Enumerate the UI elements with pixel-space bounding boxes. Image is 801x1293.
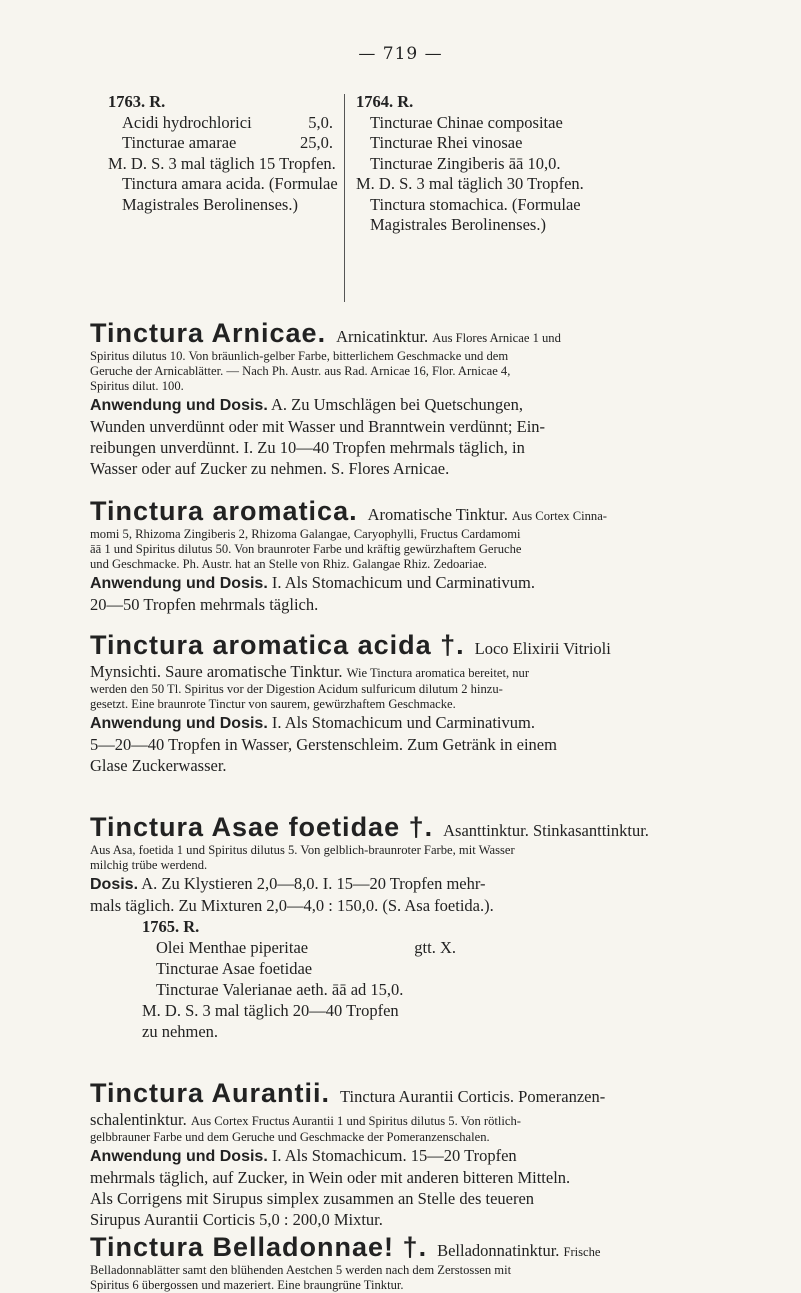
entry-belladonnae: Tinctura Belladonnae! †. Belladonnatinktur. Frische Belladonnablätter samt den blühenden Aestchen 5 werden nach dem Zerstossen mit Spiritus 6 übergossen und mazeriert. Eine braungrüne Tinktur.	[90, 1232, 601, 1292]
recipe-line: Tinctura amara acida. (Formulae	[122, 174, 338, 193]
entry-arnicae: Tinctura Arnicae. Arnicatinktur. Aus Flores Arnicae 1 und Spiritus dilutus 10. Von bräunlich-gelber Farbe, bitterlichem Geschmacke und dem Geruche der Arnicablätter. — Nach Ph. Austr. aus Rad. Arnicae 16, Flor. Arnicae 4, Spiritus dilut. 100. Anwendung und Dosis. A. Zu Umschlägen bei Quetschungen, Wunden unverdünnt oder mit Wasser und Branntwein verdünnt; Ein- reibungen unverdünnt. I. Zu 10—40 Tropfen mehrmals täglich, in Wasser oder auf Zucker zu nehmen. S. Flores Arnicae.	[90, 318, 561, 478]
section-heading: Anwendung und Dosis.	[90, 1148, 268, 1165]
recipe-line: Tincturae Chinae compositae	[370, 112, 563, 132]
recipe-line: Magistrales Berolinenses.)	[370, 215, 546, 234]
section-heading: Anwendung und Dosis.	[90, 397, 268, 414]
recipe-line: M. D. S. 3 mal täglich 20—40 Tropfen	[142, 1001, 399, 1020]
column-divider	[344, 94, 345, 302]
recipe-1765	[142, 916, 710, 1042]
recipe-line: zu nehmen.	[142, 1022, 219, 1041]
recipe-number: 1764. R.	[356, 92, 414, 111]
recipe-1764	[348, 92, 674, 236]
entry-aromatica-acida: Tinctura aromatica acida †. Loco Elixirii Vitrioli Mynsichti. Saure aromatische Tinktur. Wie Tinctura aromatica bereitet, nur werden den 50 Tl. Spiritus vor der Digestion Acidum sulfuricum dilutum 2 hinzu- gesetzt. Eine braunrote Tinctur von saurem, gewürzhaftem Geschmacke. Anwendung und Dosis. I. Als Stomachicum und Carminativum. 5—20—40 Tropfen in Wasser, Gerstenschleim. Zum Getränk in einem Glase Zuckerwasser.	[90, 630, 611, 775]
entry-title: Tinctura Arnicae.	[90, 318, 327, 348]
ingredient-row: Acidi hydrochlorici 5,0.	[122, 112, 333, 132]
page-number: — 719 —	[358, 44, 443, 64]
recipe-line: Tinctura stomachica. (Formulae	[370, 194, 581, 214]
ingredient-row: Tincturae amarae 25,0.	[122, 133, 333, 152]
recipe-number: 1765. R.	[142, 917, 200, 936]
entry-title: Tinctura Asae foetidae †.	[90, 812, 434, 842]
entry-title: Tinctura Aurantii.	[90, 1078, 331, 1108]
entry-title: Tinctura aromatica.	[90, 496, 358, 526]
ingredient-row: Tincturae Asae foetidae	[156, 959, 313, 978]
recipe-1763	[108, 92, 338, 215]
ingredient-row: Olei Menthae piperitae gtt. X.	[156, 938, 456, 957]
ingredient-row: Tincturae Valerianae aeth. āā ad 15,0.	[156, 980, 404, 999]
entry-asae-foetidae: Tinctura Asae foetidae †. Asanttinktur. Stinkasanttinktur. Aus Asa, foetida 1 und Spiritus dilutus 5. Von gelblich-braunroter Farbe, mit Wasser milchig trübe werdend. Dosis. A. Zu Klystieren 2,0—8,0. I. 15—20 Tropfen mehr- mals täglich. Zu Mixturen 2,0—4,0 : 150,0. (S. Asa foetida.). 1765. R. Olei Menthae piperitae gtt. X. Tincturae Asae foetidae Tincturae Valerianae aeth. āā ad 15,0. M. D. S. 3 mal täglich 20—40 Tropfen zu nehmen.	[90, 812, 710, 1042]
recipe-line: Magistrales Berolinenses.)	[122, 194, 298, 214]
recipe-line: M. D. S. 3 mal täglich 30 Tropfen.	[356, 174, 584, 193]
recipe-line: Tincturae Rhei vinosae	[370, 133, 523, 152]
section-heading: Dosis.	[90, 876, 139, 893]
entry-aromatica: Tinctura aromatica. Aromatische Tinktur. Aus Cortex Cinna- momi 5, Rhizoma Zingiberis 2, Rhizoma Galangae, Caryophylli, Fructus Cardamomi āā 1 und Spiritus dilutus 50. Von braunroter Farbe und kräftig gewürzhaftem Geruche und Geschmacke. Ph. Austr. hat an Stelle von Rhiz. Galangae Rhiz. Zedoariae. Anwendung und Dosis. I. Als Stomachicum und Carminativum. 20—50 Tropfen mehrmals täglich.	[90, 496, 608, 614]
section-heading: Anwendung und Dosis.	[90, 715, 268, 732]
entry-title: Tinctura Belladonnae! †.	[90, 1232, 428, 1262]
entry-title: Tinctura aromatica acida †.	[90, 630, 465, 660]
recipe-line: Tincturae Zingiberis āā 10,0.	[370, 153, 561, 173]
entry-aurantii: Tinctura Aurantii. Tinctura Aurantii Corticis. Pomeranzen- schalentinktur. Aus Cortex Fructus Aurantii 1 und Spiritus dilutus 5. Von rötlich- gelbbrauner Farbe und dem Geruche und Geschmacke der Pomeranzenschalen. Anwendung und Dosis. I. Als Stomachicum. 15—20 Tropfen mehrmals täglich, auf Zucker, in Wein oder mit anderen bitteren Mitteln. Als Corrigens mit Sirupus simplex zusammen an Stelle des teueren Sirupus Aurantii Corticis 5,0 : 200,0 Mixtur.	[90, 1078, 606, 1229]
recipe-line: M. D. S. 3 mal täglich 15 Tropfen.	[108, 153, 336, 173]
recipe-columns	[108, 92, 708, 312]
section-heading: Anwendung und Dosis.	[90, 575, 268, 592]
recipe-number: 1763. R.	[108, 92, 166, 111]
